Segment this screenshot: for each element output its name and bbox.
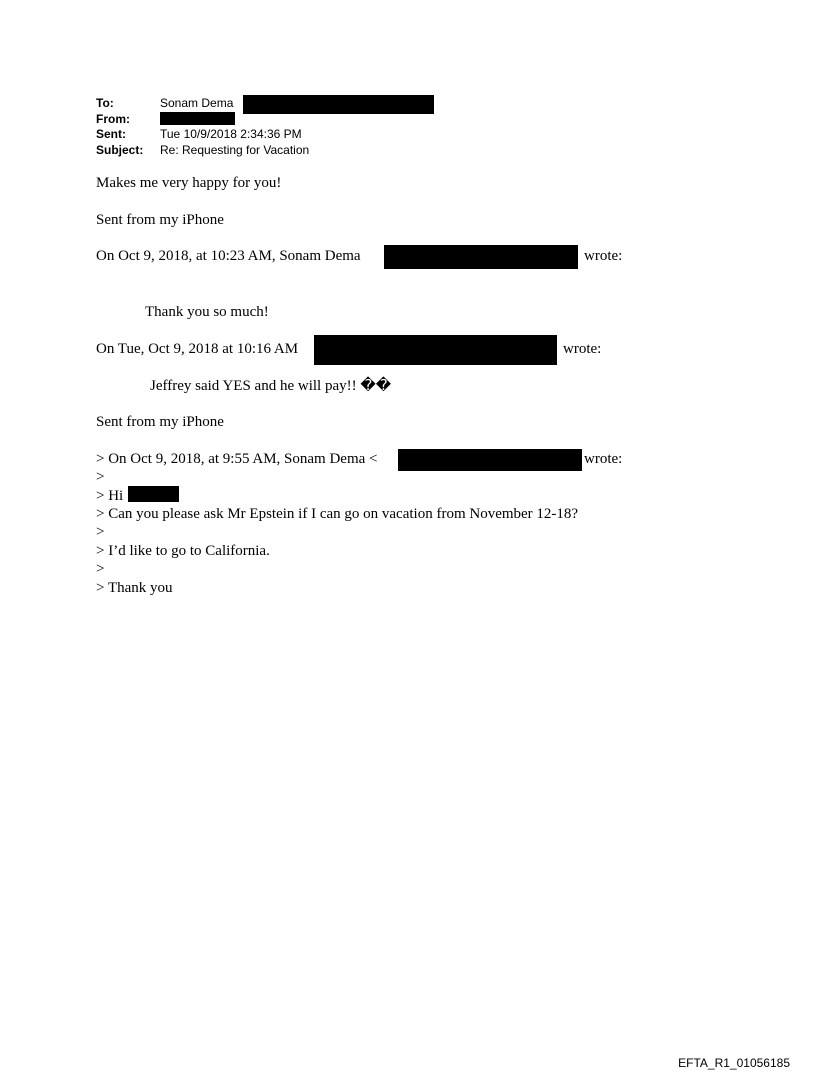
redaction-to-address xyxy=(243,95,434,114)
quote-line-ask: > Can you please ask Mr Epstein if I can go on vacation from November 12-18? xyxy=(96,506,579,522)
sent-label: Sent: xyxy=(96,127,126,141)
quote-line-gt-3: > xyxy=(96,561,105,577)
subject-label: Subject: xyxy=(96,143,144,157)
sent-value: Tue 10/9/2018 2:34:36 PM xyxy=(160,127,302,141)
quote-header-2: On Tue, Oct 9, 2018 at 10:16 AM xyxy=(96,341,299,357)
quote-line-california: > I’d like to go to California. xyxy=(96,543,270,559)
quote-header-1-wrote: wrote: xyxy=(584,248,623,264)
redaction-email-2 xyxy=(314,335,557,365)
quote-line-hi: > Hi xyxy=(96,488,124,504)
body-line-thanks: Thank you so much! xyxy=(145,304,269,320)
to-label: To: xyxy=(96,96,114,110)
redaction-email-3 xyxy=(398,449,582,471)
quote-line-thank-you: > Thank you xyxy=(96,580,173,596)
redaction-from-name xyxy=(160,112,235,125)
body-line-jeffrey: Jeffrey said YES and he will pay!! �� xyxy=(150,378,392,394)
quote-line-gt-2: > xyxy=(96,524,105,540)
redaction-email-1 xyxy=(384,245,578,269)
document-id: EFTA_R1_01056185 xyxy=(678,1056,790,1070)
signature-iphone-2: Sent from my iPhone xyxy=(96,414,224,430)
from-label: From: xyxy=(96,112,130,126)
redaction-hi-name xyxy=(128,486,179,502)
quote-header-1: On Oct 9, 2018, at 10:23 AM, Sonam Dema xyxy=(96,248,361,264)
body-line-happy: Makes me very happy for you! xyxy=(96,175,282,191)
to-value: Sonam Dema xyxy=(160,96,234,110)
quote-header-3: > On Oct 9, 2018, at 9:55 AM, Sonam Dema < xyxy=(96,451,378,467)
quote-header-2-wrote: wrote: xyxy=(563,341,602,357)
quote-header-3-wrote: wrote: xyxy=(584,451,623,467)
quote-line-gt-1: > xyxy=(96,469,105,485)
subject-value: Re: Requesting for Vacation xyxy=(160,143,310,157)
signature-iphone-1: Sent from my iPhone xyxy=(96,212,224,228)
